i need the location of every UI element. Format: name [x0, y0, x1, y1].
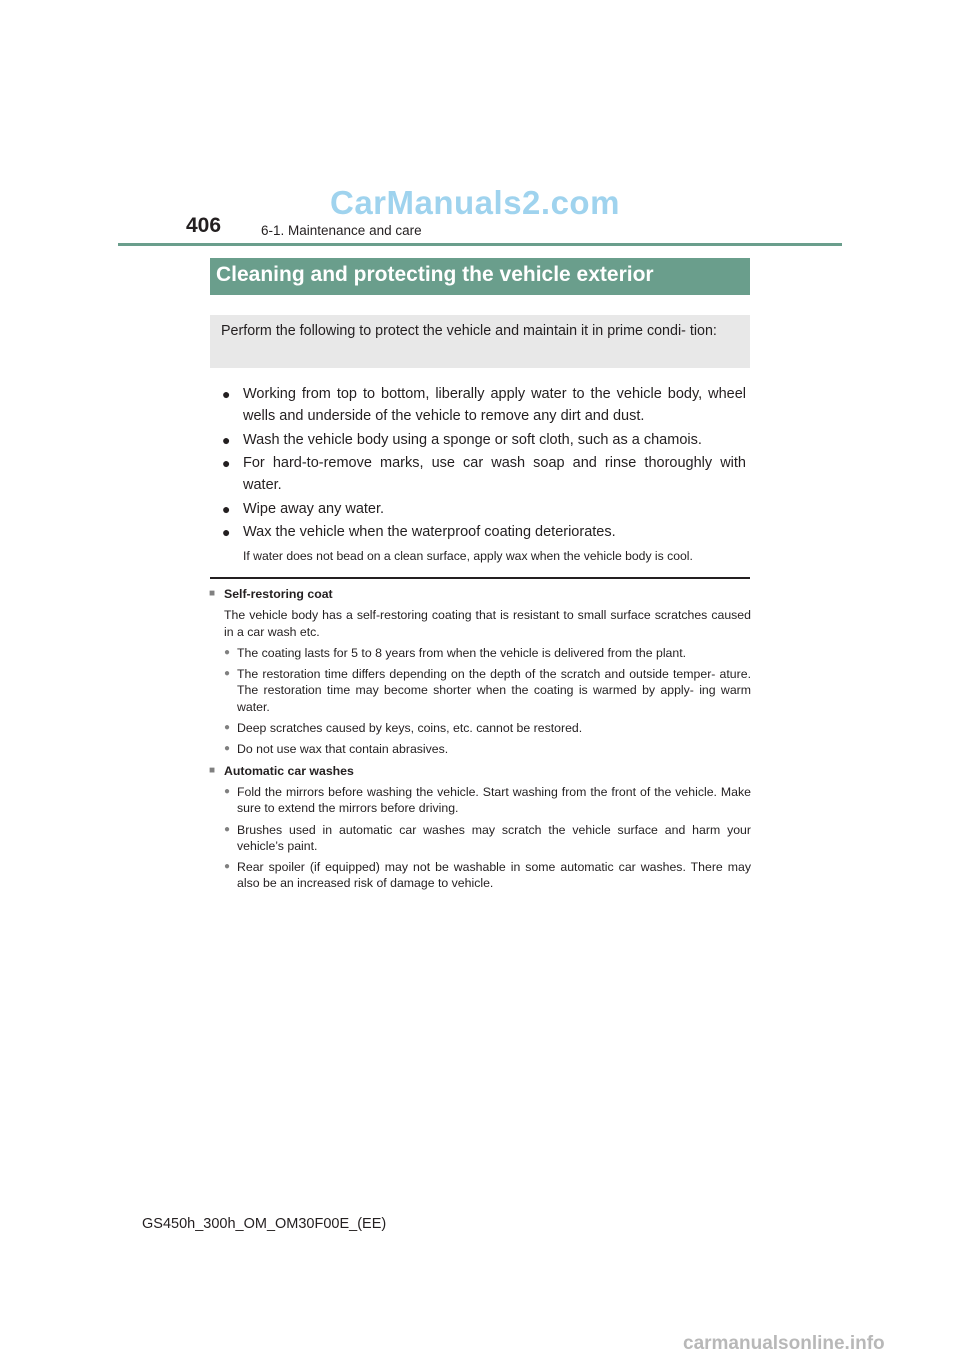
list-item-text: Deep scratches caused by keys, coins, etc. cannot be restored. [237, 721, 583, 736]
intro-box: Perform the following to protect the vehicle and maintain it in prime condi- tion: [210, 315, 750, 368]
notes-section [209, 586, 751, 897]
bullet-icon: ● [222, 431, 231, 448]
list-item-text: The restoration time differs depending on the depth of the scratch and outside temper- ature. The restoration time may become shorter when the coating is warmed by apply- ing warm water. [237, 667, 751, 714]
footer-doc-code: GS450h_300h_OM_OM30F00E_(EE) [142, 1216, 387, 1232]
square-bullet-icon: ■ [209, 588, 216, 599]
list-item [224, 720, 751, 736]
circle-bullet-icon: ● [224, 668, 231, 680]
watermark-logo: CarManuals2.com [330, 184, 620, 221]
list-item-text: For hard-to-remove marks, use car wash soap and rinse thoroughly with water. [243, 455, 746, 493]
circle-bullet-icon: ● [224, 861, 231, 873]
list-item [222, 429, 746, 451]
circle-bullet-icon: ● [224, 743, 231, 755]
section-title: Cleaning and protecting the vehicle exterior [216, 263, 654, 286]
circle-bullet-icon: ● [224, 785, 231, 797]
bullet-icon: ● [222, 524, 231, 540]
automatic-washes-heading [209, 763, 751, 779]
list-item-text: Do not use wax that contain abrasives. [237, 742, 449, 757]
list-item [224, 859, 751, 892]
self-restoring-heading [209, 586, 751, 602]
list-item [222, 498, 746, 520]
section-divider [210, 577, 750, 579]
bullet-icon: ● [222, 455, 231, 471]
self-restoring-intro: The vehicle body has a self-restoring coating that is resistant to small surface scratches caused in a car wash etc. [224, 608, 751, 639]
circle-bullet-icon: ● [224, 646, 231, 658]
list-item-text: Working from top to bottom, liberally apply water to the vehicle body, wheel wells and underside of the vehicle to remove any dirt and dust. [243, 386, 746, 424]
list-item [224, 645, 751, 661]
circle-bullet-icon: ● [224, 823, 231, 835]
list-item-text: Wash the vehicle body using a sponge or soft cloth, such as a chamois. [243, 431, 702, 448]
list-item-text: Wax the vehicle when the waterproof coating deteriorates. [243, 524, 616, 540]
list-item [222, 383, 746, 427]
square-bullet-icon: ■ [209, 764, 216, 776]
list-item-text: The coating lasts for 5 to 8 years from when the vehicle is delivered from the plant. [237, 645, 687, 660]
bullet-icon: ● [222, 386, 231, 402]
list-item-text: Brushes used in automatic car washes may scratch the vehicle surface and harm your vehicle’s paint. [237, 822, 751, 853]
list-item [224, 666, 751, 715]
list-item [224, 822, 751, 855]
wax-note: If water does not bead on a clean surface, apply wax when the vehicle body is cool. [243, 549, 693, 563]
page-number: 406 [186, 214, 222, 237]
heading-text: Self-restoring coat [224, 587, 333, 601]
list-item-text: Rear spoiler (if equipped) may not be washable in some automatic car washes. There may also be an increased risk of damage to vehicle. [237, 860, 751, 891]
section-title-bar [210, 258, 750, 295]
header-divider [118, 243, 842, 246]
section-reference: 6-1. Maintenance and care [261, 223, 422, 238]
circle-bullet-icon: ● [224, 722, 231, 734]
procedure-list [222, 383, 746, 565]
watermark-footer: carmanualsonline.info [683, 1333, 885, 1354]
list-item [222, 521, 746, 543]
bullet-icon: ● [222, 500, 231, 517]
list-item [224, 784, 751, 817]
heading-text: Automatic car washes [224, 763, 354, 778]
list-item [222, 452, 746, 496]
list-item [224, 741, 751, 757]
list-item-text: Wipe away any water. [243, 500, 385, 517]
list-item-text: Fold the mirrors before washing the vehicle. Start washing from the front of the vehicle. Make sure to extend the mirrors before driving. [237, 784, 751, 816]
